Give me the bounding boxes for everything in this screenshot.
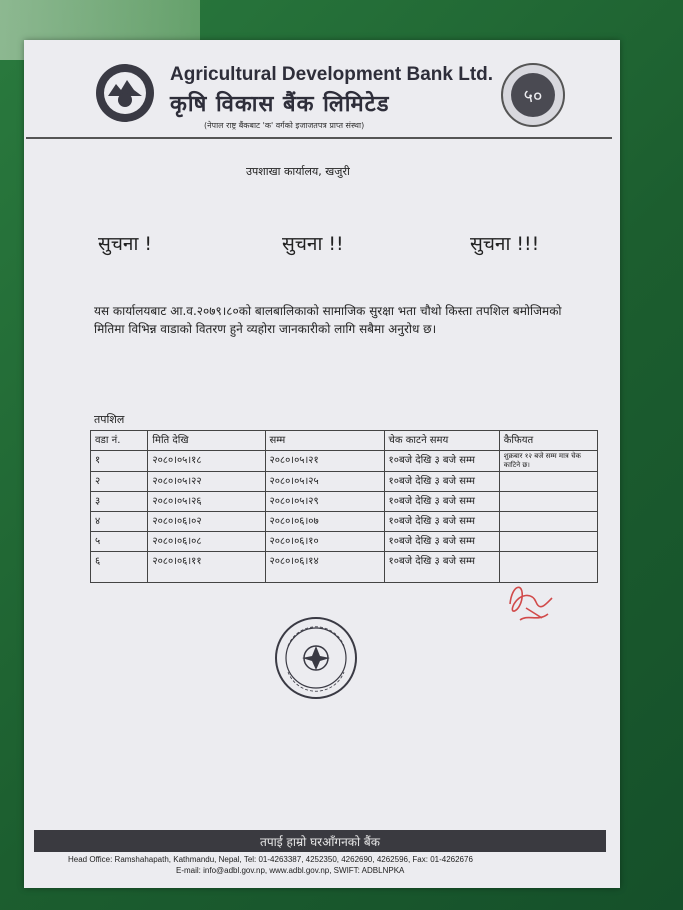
cell-time: १०बजे देखि ३ बजे सम्म [384,512,499,532]
cell-date-from: २०८०।०५।२६ [148,492,265,512]
bank-subtitle: (नेपाल राष्ट्र बैंकबाट 'क' वर्गको इजाजतपत्र प्राप्त संस्था) [204,121,365,130]
cell-time: १०बजे देखि ३ बजे सम्म [384,492,499,512]
footer-tagline: तपाई हाम्रो घरआँगनको बैंक [260,835,380,849]
cell-remarks: शुक्रबार १२ बजे सम्म मात्र चेक काटिने छ। [499,451,597,472]
cell-ward: ६ [91,552,148,583]
notice-heading-1: सुचना ! [98,233,153,255]
table-row [91,472,598,492]
cell-remarks [499,512,597,532]
cell-date-to: २०८०।०५।२१ [265,451,384,472]
header-cheque-time: चेक काटने समय [384,431,499,451]
signature-icon [502,564,562,634]
footer-address: Head Office: Ramshahapath, Kathmandu, Nepal, Tel: 01-4263387, 4252350, 4262690, 4262596, Fax: 01-4262676 [68,855,473,864]
cell-ward: १ [91,451,148,472]
cell-date-to: २०८०।०६।०७ [265,512,384,532]
header-ward: वडा नं. [91,431,148,451]
cell-ward: ४ [91,512,148,532]
bank-name-english: Agricultural Development Bank Ltd. [170,64,494,85]
table-label: तपशिल [94,413,125,426]
cell-date-to: २०८०।०५।२९ [265,492,384,512]
cell-remarks [499,472,597,492]
notice-paragraph: यस कार्यालयबाट आ.व.२०७९।८०को बालबालिकाको सामाजिक सुरक्षा भता चौथो किस्ता तपशिल बमोजिमको मितिमा विभिन्न वाडाको वितरण हुने व्यहोरा जानकारीको लागि सबैमा अनुरोध छ। [94,304,562,336]
table-row [91,492,598,512]
cell-time: १०बजे देखि ३ बजे सम्म [384,532,499,552]
header-date-to: सम्म [265,431,384,451]
cell-date-from: २०८०।०५।१८ [148,451,265,472]
cell-date-from: २०८०।०६।०८ [148,532,265,552]
bank-logo-icon [94,62,156,124]
cell-ward: ५ [91,532,148,552]
cell-remarks [499,492,597,512]
notice-heading-2: सुचना !! [282,233,344,255]
notice-heading-3: सुचना !!! [470,233,540,255]
cell-time: १०बजे देखि ३ बजे सम्म [384,451,499,472]
table-row [91,451,598,472]
table-header-row [91,431,598,451]
footer-bar [34,830,606,852]
cell-date-to: २०८०।०६।१४ [265,552,384,583]
office-stamp-icon [274,616,358,700]
bank-name-nepali: कृषि विकास बैंक लिमिटेड [170,92,390,117]
header-divider [26,137,612,139]
anniversary-badge-icon [500,62,566,128]
anniversary-number: ५० [523,86,543,107]
cell-date-to: २०८०।०५।२५ [265,472,384,492]
cell-date-to: २०८०।०६।१० [265,532,384,552]
header-remarks: कैफियत [499,431,597,451]
office-name: उपशाखा कार्यालय, खजुरी [246,165,350,178]
cell-date-from: २०८०।०५।२२ [148,472,265,492]
cell-date-from: २०८०।०६।११ [148,552,265,583]
cell-ward: ३ [91,492,148,512]
cell-time: १०बजे देखि ३ बजे सम्म [384,552,499,583]
table-row [91,512,598,532]
cell-time: १०बजे देखि ३ बजे सम्म [384,472,499,492]
cell-ward: २ [91,472,148,492]
header-date-from: मिति देखि [148,431,265,451]
cell-remarks [499,532,597,552]
footer-contact: E-mail: info@adbl.gov.np, www.adbl.gov.np, SWIFT: ADBLNPKA [176,866,405,875]
notice-sheet [24,40,620,888]
table-row [91,532,598,552]
cell-date-from: २०८०।०६।०२ [148,512,265,532]
schedule-table [90,430,598,583]
